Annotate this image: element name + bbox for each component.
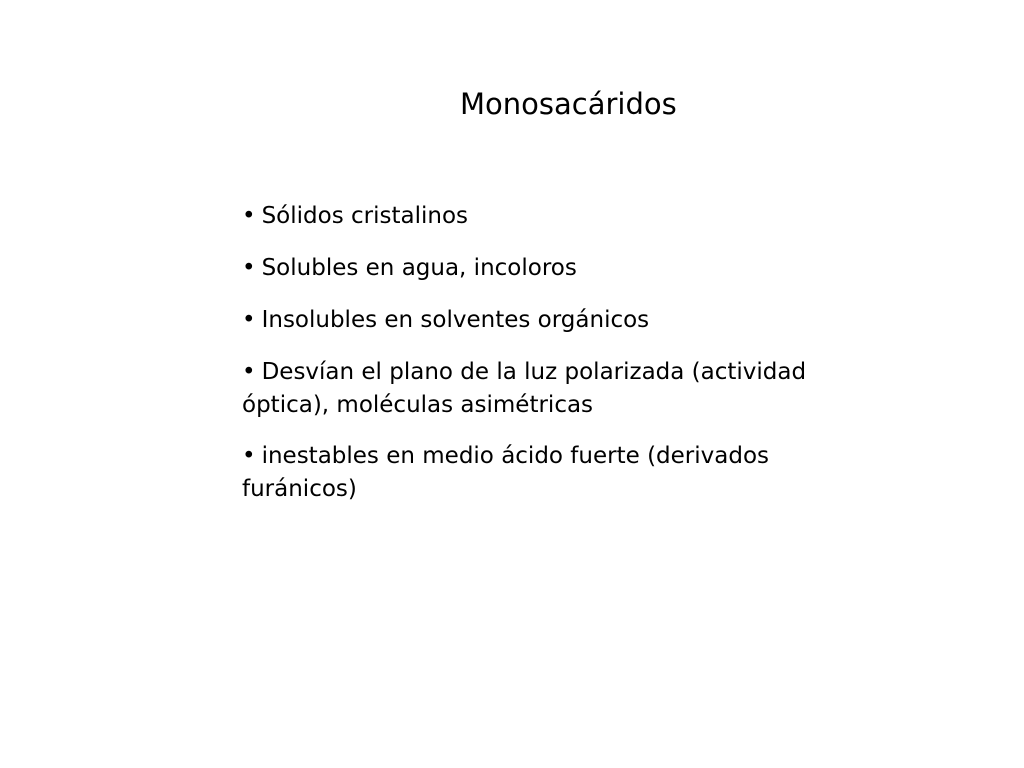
bullet-text: Solubles en agua, incoloros — [261, 255, 577, 281]
bullet-item — [242, 356, 882, 422]
bullet-text: Desvían el plano de la luz polarizada (actividad óptica), moléculas asimétricas — [242, 359, 807, 418]
bullet-dot-icon: • — [242, 203, 256, 229]
bullet-text: Sólidos cristalinos — [261, 203, 468, 229]
bullet-list — [242, 200, 882, 525]
bullet-item — [242, 200, 882, 233]
bullet-text: Insolubles en solventes orgánicos — [261, 307, 650, 333]
slide-title: Monosacáridos — [460, 87, 677, 121]
bullet-item — [242, 252, 882, 285]
bullet-dot-icon: • — [242, 359, 256, 385]
bullet-dot-icon: • — [242, 307, 256, 333]
bullet-text: inestables en medio ácido fuerte (derivados furánicos) — [242, 443, 769, 502]
bullet-dot-icon: • — [242, 443, 256, 469]
bullet-dot-icon: • — [242, 255, 256, 281]
bullet-item — [242, 440, 882, 506]
bullet-item — [242, 304, 882, 337]
